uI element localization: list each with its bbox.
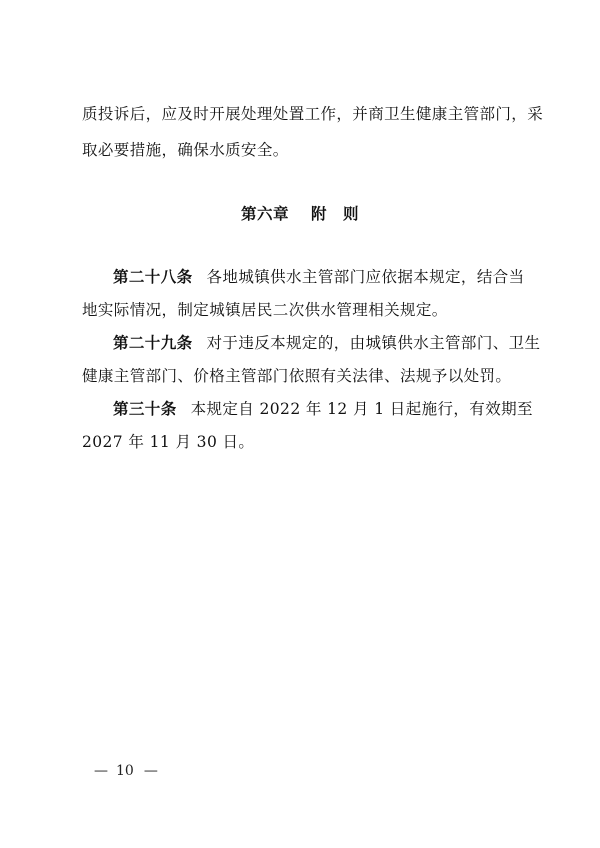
article-label: 第二十九条 [113,334,193,352]
article-label: 第三十条 [113,400,177,418]
article-30-line-2: 2027 年 11 月 30 日。 [82,433,255,451]
chapter-title: 附 则 [311,205,360,223]
footer-dash-right: — [143,763,156,779]
footer-dash-left: — [94,763,106,779]
chapter-heading [0,204,600,224]
article-text: 各地城镇供水主管部门应依据本规定，结合当 [206,268,525,286]
article-28-line-1 [113,267,525,287]
article-text: 对于违反本规定的，由城镇供水主管部门、卫生 [206,334,541,352]
article-text: 本规定自 2022 年 12 月 1 日起施行，有效期至 [190,400,533,418]
article-30-line-1 [113,399,533,419]
article-label: 第二十八条 [113,268,193,286]
page-footer [94,762,156,780]
paragraph-line: 取必要措施，确保水质安全。 [82,141,289,159]
article-28-line-2: 地实际情况，制定城镇居民二次供水管理相关规定。 [82,301,448,319]
paragraph-line: 质投诉后，应及时开展处理处置工作，并商卫生健康主管部门，采 [82,105,544,123]
chapter-number: 第六章 [240,205,289,223]
article-29-line-1 [113,333,541,353]
article-29-line-2: 健康主管部门、价格主管部门依照有关法律、法规予以处罚。 [82,367,512,385]
page-number: 10 [116,763,134,779]
